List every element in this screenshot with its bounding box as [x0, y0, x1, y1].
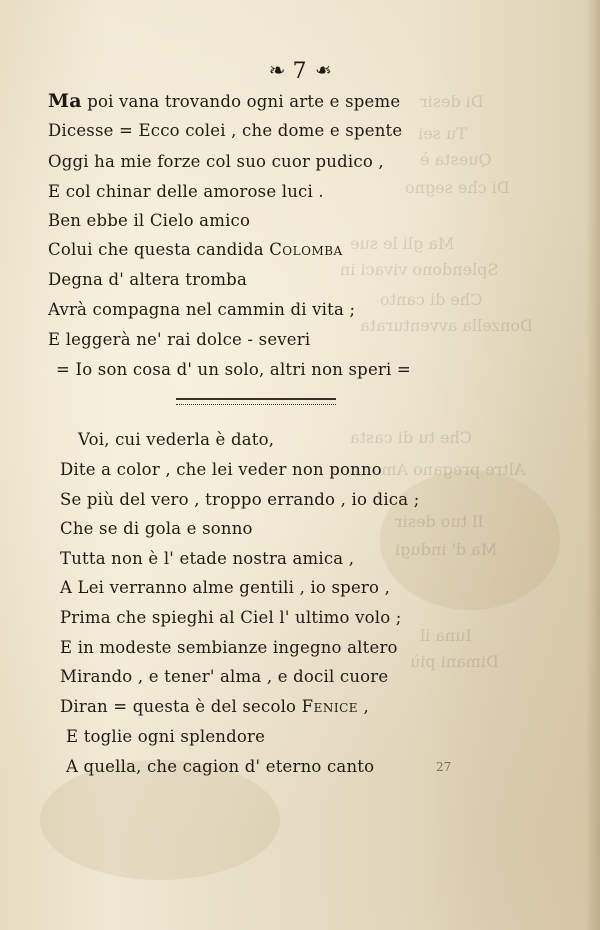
verse-text: E col chinar delle amorose luci . — [48, 182, 324, 201]
show-through-text: Che di canto — [380, 290, 483, 309]
verse-line — [60, 460, 382, 479]
verse-line — [56, 360, 411, 379]
verse-text: Dite a color , che lei veder non ponno — [60, 460, 382, 479]
verse-text: Colui che questa candida — [48, 240, 270, 259]
verse-text: Se più del vero , troppo errando , io dica ; — [60, 490, 420, 509]
verse-line — [48, 270, 247, 289]
verse-text: Diran = questa è del secolo — [60, 697, 302, 716]
show-through-text: Dimani più — [410, 652, 499, 671]
page-header — [0, 56, 600, 84]
verse-text: Io son cosa d' un solo, altri non speri = — [75, 360, 411, 379]
show-through-text: Tu sei — [418, 124, 467, 143]
catchword: 27 — [436, 760, 452, 774]
verse-line — [48, 90, 400, 112]
verse-line — [60, 697, 369, 716]
verse-small-caps: Colomba — [269, 240, 343, 259]
verse-line — [48, 330, 310, 349]
show-through-text: Il tuo desir — [395, 512, 484, 531]
ornament-left-icon: ❧ — [268, 58, 287, 82]
verse-text: E toglie ogni splendore — [66, 727, 266, 746]
verse-text: Voi, cui vederla è dato, — [78, 430, 275, 449]
show-through-text: Donzella avventurata — [360, 316, 533, 335]
verse-line — [60, 638, 398, 657]
verse-text: Mirando , e tener' alma , e docil cuore — [60, 667, 389, 686]
verse-line — [66, 757, 374, 776]
verse-small-caps: Fenice — [301, 697, 359, 716]
page-edge-shadow — [586, 0, 600, 930]
show-through-text: Questa è — [420, 150, 492, 169]
verse-text: Che se di gola e sonno — [60, 519, 253, 538]
verse-text: E in modeste sembianze ingegno altero — [60, 638, 398, 657]
paper-stain — [40, 760, 280, 880]
verse-line — [48, 182, 324, 201]
show-through-text: Splendono vivaci in — [340, 260, 499, 279]
verse-line — [48, 121, 402, 140]
verse-tail: , — [358, 697, 369, 716]
show-through-text: Iuna il — [420, 626, 472, 645]
verse-line — [78, 430, 274, 449]
ornament-right-icon: ❧ — [313, 58, 332, 82]
verse-text: A quella, che cagion d' eterno canto — [66, 757, 375, 776]
initial-letters: Ma — [48, 90, 82, 112]
verse-line — [60, 519, 253, 538]
verse-line — [60, 549, 354, 568]
verse-line — [60, 578, 390, 597]
verse-line — [48, 300, 355, 319]
verse-text: Dicesse = Ecco colei , che dome e spente — [48, 121, 403, 140]
verse-line — [66, 727, 265, 746]
verse-line — [60, 608, 402, 627]
verse-line — [48, 152, 384, 171]
verse-line — [48, 240, 343, 259]
show-through-text: Di desir — [420, 92, 484, 111]
show-through-text: Altre pregano Amor con — [330, 460, 526, 479]
verse-text: Ben ebbe il Cielo amico — [48, 211, 251, 230]
verse-text: Prima che spieghi al Ciel l' ultimo volo ; — [60, 608, 402, 627]
verse-text: Degna d' altera tromba — [48, 270, 247, 289]
page-number: 7 — [292, 59, 308, 84]
show-through-text: Di che segno — [405, 178, 510, 197]
show-through-text: Ma d' indugi — [395, 540, 498, 559]
verse-text: Avrà compagna nel cammin di vita ; — [48, 300, 356, 319]
verse-line — [60, 490, 419, 509]
show-through-text: Che tu di casta — [350, 428, 473, 447]
verse-text: Oggi ha mie forze col suo cuor pudico , — [48, 152, 384, 171]
show-through-text: Ma gli le sue — [350, 234, 455, 253]
verse-prefix: = — [56, 360, 76, 379]
verse-line — [48, 211, 250, 230]
verse-line — [60, 667, 388, 686]
verse-text: A Lei verranno alme gentili , io spero , — [60, 578, 391, 597]
section-divider — [176, 398, 336, 405]
verse-text: Tutta non è l' etade nostra amica , — [60, 549, 355, 568]
verse-text: poi vana trovando ogni arte e speme — [81, 92, 401, 111]
verse-text: E leggerà ne' rai dolce - severi — [48, 330, 311, 349]
